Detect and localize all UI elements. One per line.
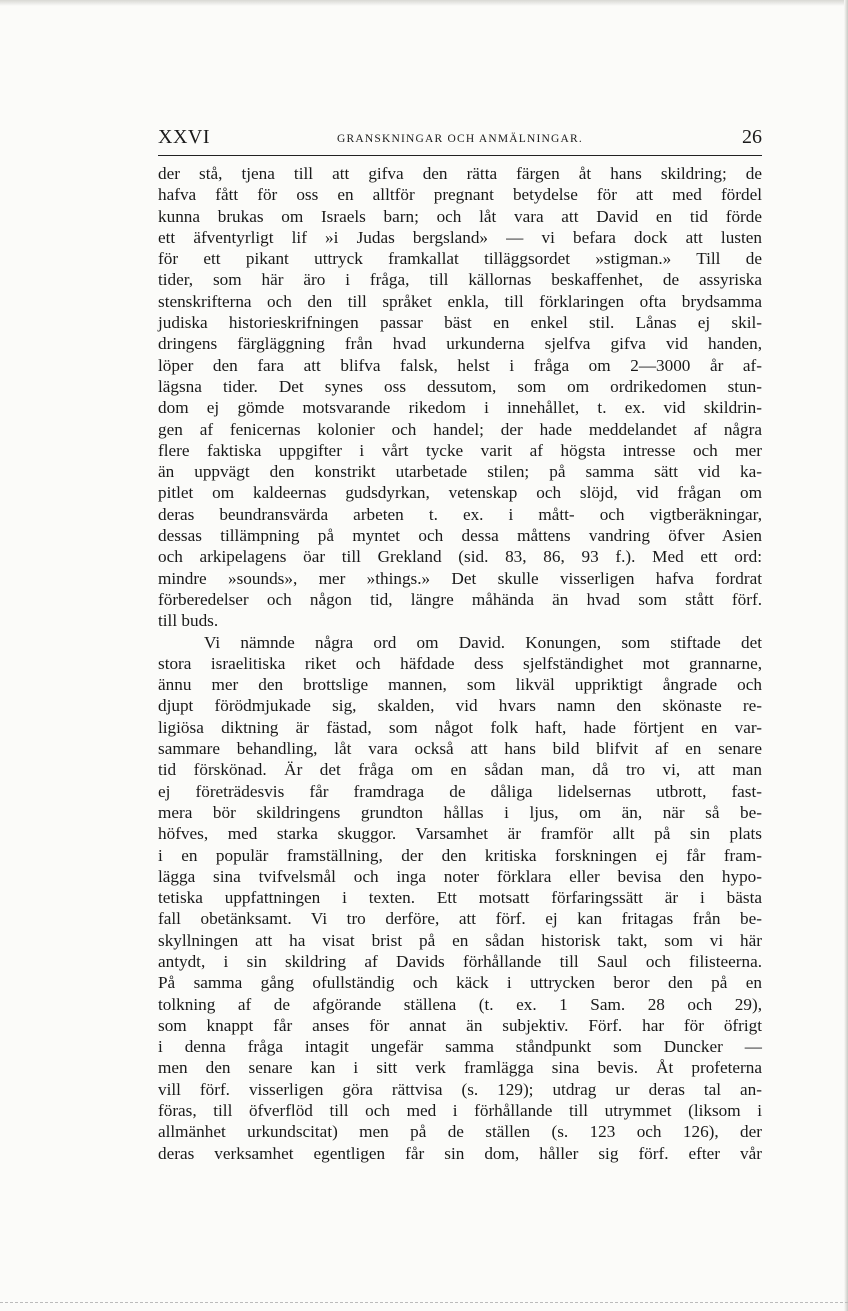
text-line: till buds. [158,611,219,631]
text-line: ett äfventyrligt lif »i Judas bergsland» — vi befara dock att lusten [158,227,762,247]
text-line: men den senare kan i sitt verk framlägga sina bevis. Åt profeterna [158,1058,762,1078]
page-right-shadow [844,0,848,1311]
text-line: pitlet om kaldeernas gudsdyrkan, vetenskap och slöjd, vid frågan om [158,483,762,503]
text-line: gen af fenicernas kolonier och handel; der hade meddelandet af några [158,419,762,439]
text-line: lägga sina tvifvelsmål och inga noter förklara eller bevisa den hypo- [158,866,762,886]
running-header [158,126,762,152]
text-line: lägsna tider. Det synes oss dessutom, som om ordrikedomen stun- [158,376,762,396]
text-line: På samma gång ofullständig och käck i uttrycken beror den på en [158,973,762,993]
text-line: föras, till öfverflöd till och med i förhållande till utrymmet (liksom i [158,1101,762,1121]
text-line: hafva fått för oss en alltför pregnant betydelse för att med fördel [158,185,762,205]
text-line: löper den fara att blifva falsk, helst i fråga om 2—3000 år af- [158,355,762,375]
page-number: 26 [742,126,762,148]
text-line: kunna brukas om Israels barn; och låt vara att David en tid förde [158,206,762,226]
text-line: förberedelser och någon tid, längre måhända än hvad som stått förf. [158,589,762,609]
text-line: dringens färgläggning från hvad urkunderna sjelfva gifva vid handen, [158,334,762,354]
text-line: fall obetänksamt. Vi tro derföre, att förf. ej kan fritagas från be- [158,909,762,929]
text-line: vill förf. visserligen göra rättvisa (s. 129); utdrag ur deras tal an- [158,1079,762,1099]
text-line: judiska historieskrifningen passar bäst en enkel stil. Lånas ej skil- [158,313,762,333]
text-line: Vi nämnde några ord om David. Konungen, som stiftade det [204,632,762,652]
text-line: tid förskönad. Är det fråga om en sådan man, då tro vi, att man [158,760,762,780]
body-text [158,163,762,1164]
text-line: tolkning af de afgörande ställena (t. ex. 1 Sam. 28 och 29), [158,994,762,1014]
text-line: som knappt får anses för annat än subjektiv. Förf. har för öfrigt [158,1015,762,1035]
text-line: flere faktiska uppgifter i vårt tycke varit af högsta intresse och mer [158,440,762,460]
text-line: i denna fråga intagit ungefär samma ståndpunkt som Duncker — [158,1037,762,1057]
text-line: skyllningen att ha visat brist på en sådan historisk takt, som vi här [158,930,762,950]
text-line: och arkipelagens öar till Grekland (sid. 83, 86, 93 f.). Med ett ord: [158,547,762,567]
running-title: GRANSKNINGAR OCH ANMÄLNINGAR. [337,133,583,145]
text-line: mera bör skildringens grundton hållas i ljus, om än, när så be- [158,802,762,822]
text-line: tetiska uppfattningen i texten. Ett motsatt förfaringssätt är i bästa [158,888,762,908]
text-line: der stå, tjena till att gifva den rätta färgen åt hans skildring; de [158,164,762,183]
page-bottom-edge [0,1302,848,1303]
text-line: ligiösa diktning är fästad, som något folk haft, hade förtjent en var- [158,717,762,737]
page-roman-numeral: XXVI [158,126,210,148]
text-line: ej företrädesvis får framdraga de dåliga lidelsernas utbrott, fast- [158,781,762,801]
text-line: än uppvägt den konstrikt utarbetade stilen; på samma sätt vid ka- [158,462,762,482]
text-line: dessas tillämpning på myntet och dessa måttens vandring öfver Asien [158,526,762,546]
text-line: ännu mer den brottslige mannen, som likväl uppriktigt ångrade och [158,675,762,695]
text-line: höfves, med starka skuggor. Varsamhet är framför allt på sin plats [158,824,762,844]
text-line: sammare behandling, låt vara också att hans bild blifvit af en senare [158,739,762,759]
text-line: tider, som här äro i fråga, till källornas beskaffenhet, de assyriska [158,270,762,290]
text-line: antydt, i sin skildring af Davids förhållande till Saul och filisteerna. [158,951,762,971]
text-line: djupt förödmjukade sig, skalden, vid hvars namn den skönaste re- [158,696,762,716]
text-line: stenskrifterna och den till språket enkla, till förklaringen ofta brydsamma [158,291,762,311]
text-line: för ett pikant uttryck framkallat tilläggsordet »stigman.» Till de [158,249,762,269]
text-line: mindre »sounds», mer »things.» Det skulle visserligen hafva fordrat [158,568,762,588]
text-line: deras verksamhet egentligen får sin dom, håller sig förf. efter vår [158,1143,762,1163]
text-line: allmänhet urkundscitat) men på de ställen (s. 123 och 126), der [158,1122,762,1142]
header-rule [158,155,762,156]
text-line: stora israelitiska riket och häfdade dess sjelfständighet mot grannarne, [158,653,762,673]
page-top-shadow [0,0,848,6]
text-line: i en populär framställning, der den kritiska forskningen ej får fram- [158,845,762,865]
text-line: deras beundransvärda arbeten t. ex. i mått- och vigtberäkningar, [158,504,762,524]
text-line: dom ej gömde motsvarande rikedom i innehållet, t. ex. vid skildrin- [158,398,762,418]
